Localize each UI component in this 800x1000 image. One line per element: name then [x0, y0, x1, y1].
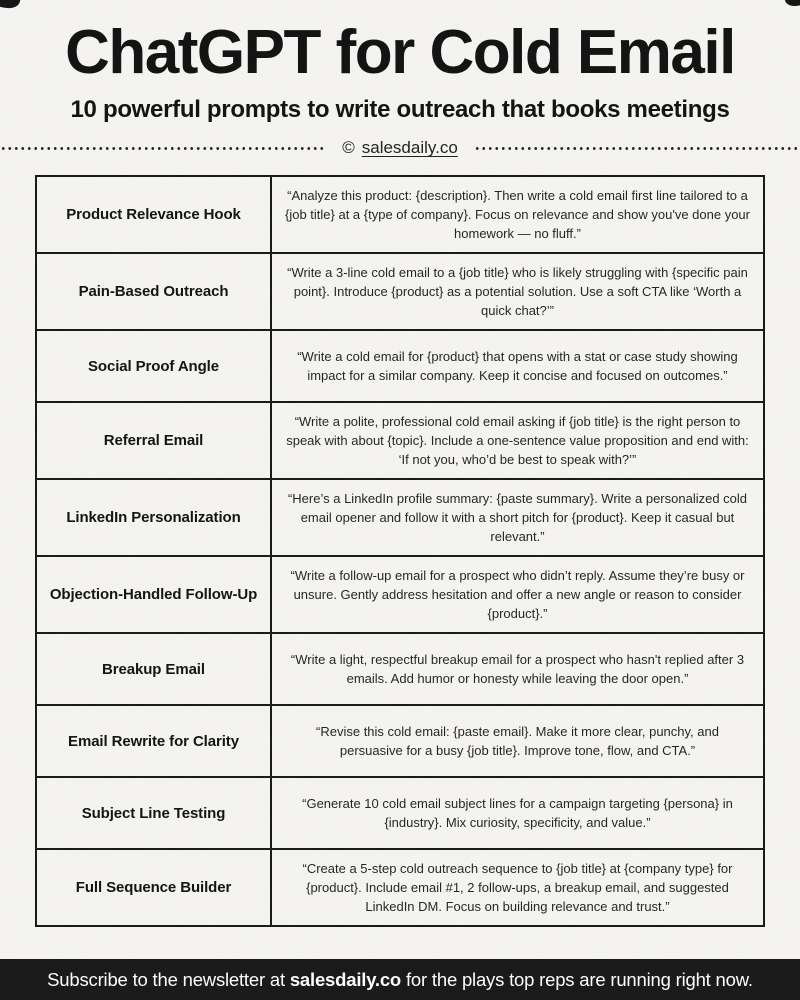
dotted-line-right — [474, 147, 800, 150]
site-link: salesdaily.co — [361, 138, 458, 158]
divider — [0, 137, 800, 159]
prompt-text-cell: “Revise this cold email: {paste email}. Make it more clear, punchy, and persuasive for a busy {job title}. Improve tone, flow, and CTA.” — [271, 705, 764, 777]
prompt-name-cell: Breakup Email — [36, 633, 271, 705]
copyright-symbol: © — [342, 138, 355, 158]
table-row — [36, 849, 764, 926]
prompt-text-cell: “Create a 5-step cold outreach sequence to {job title} at {company type} for {product}. Include email #1, 2 follow-ups, a breakup email, and suggested LinkedIn DM. Focus on building relevance and trust.” — [271, 849, 764, 926]
table-row — [36, 777, 764, 849]
prompt-text-cell: “Write a 3-line cold email to a {job title} who is likely struggling with {specific pain point}. Introduce {product} as a potential solution. Use a soft CTA like ‘Worth a quick chat?’” — [271, 253, 764, 330]
prompt-name-cell: Pain-Based Outreach — [36, 253, 271, 330]
footer-site: salesdaily.co — [289, 968, 402, 990]
prompt-text-cell: “Generate 10 cold email subject lines for a campaign targeting {persona} in {industry}. Mix curiosity, specificity, and value.” — [271, 777, 764, 849]
footer-text-prefix: Subscribe to the newsletter at — [47, 968, 290, 990]
prompt-name-cell: Full Sequence Builder — [36, 849, 271, 926]
prompts-table — [35, 175, 765, 927]
prompt-name-cell: Subject Line Testing — [36, 777, 271, 849]
table-row — [36, 176, 764, 253]
table-row — [36, 402, 764, 479]
prompt-text-cell: “Write a follow-up email for a prospect who didn’t reply. Assume they’re busy or unsure. Gently address hesitation and offer a new angle or reason to consider {product}.” — [271, 556, 764, 633]
prompt-name-cell: Objection-Handled Follow-Up — [36, 556, 271, 633]
dotted-line-left — [0, 147, 326, 150]
prompt-text-cell: “Analyze this product: {description}. Then write a cold email first line tailored to a {job title} at a {type of company}. Focus on relevance and show you've done your homework — no fluff.” — [271, 176, 764, 253]
prompt-text-cell: “Write a cold email for {product} that opens with a stat or case study showing impact for a similar company. Keep it concise and focused on outcomes.” — [271, 330, 764, 402]
prompt-name-cell: Email Rewrite for Clarity — [36, 705, 271, 777]
prompt-text-cell: “Write a light, respectful breakup email for a prospect who hasn't replied after 3 emails. Add humor or honesty while leaving the door open.” — [271, 633, 764, 705]
prompt-text-cell: “Here’s a LinkedIn profile summary: {paste summary}. Write a personalized cold email opener and follow it with a short pitch for {product}. Keep it casual but relevant.” — [271, 479, 764, 556]
prompt-name-cell: Referral Email — [36, 402, 271, 479]
table-row — [36, 556, 764, 633]
prompt-text-cell: “Write a polite, professional cold email asking if {job title} is the right person to speak with about {topic}. Include a one-sentence value proposition and end with: ‘If not you, who’d be best to speak with?’” — [271, 402, 764, 479]
prompt-name-cell: Social Proof Angle — [36, 330, 271, 402]
page-subtitle: 10 powerful prompts to write outreach that books meetings — [70, 96, 730, 124]
prompt-name-cell: Product Relevance Hook — [36, 176, 271, 253]
footer-banner — [0, 959, 800, 1000]
page-title: ChatGPT for Cold Email — [65, 18, 735, 87]
copyright — [326, 138, 474, 158]
table-row — [36, 479, 764, 556]
table-row — [36, 330, 764, 402]
footer-text-suffix: for the plays top reps are running right now. — [401, 968, 753, 990]
table-row — [36, 633, 764, 705]
prompt-name-cell: LinkedIn Personalization — [36, 479, 271, 556]
table-row — [36, 705, 764, 777]
table-row — [36, 253, 764, 330]
